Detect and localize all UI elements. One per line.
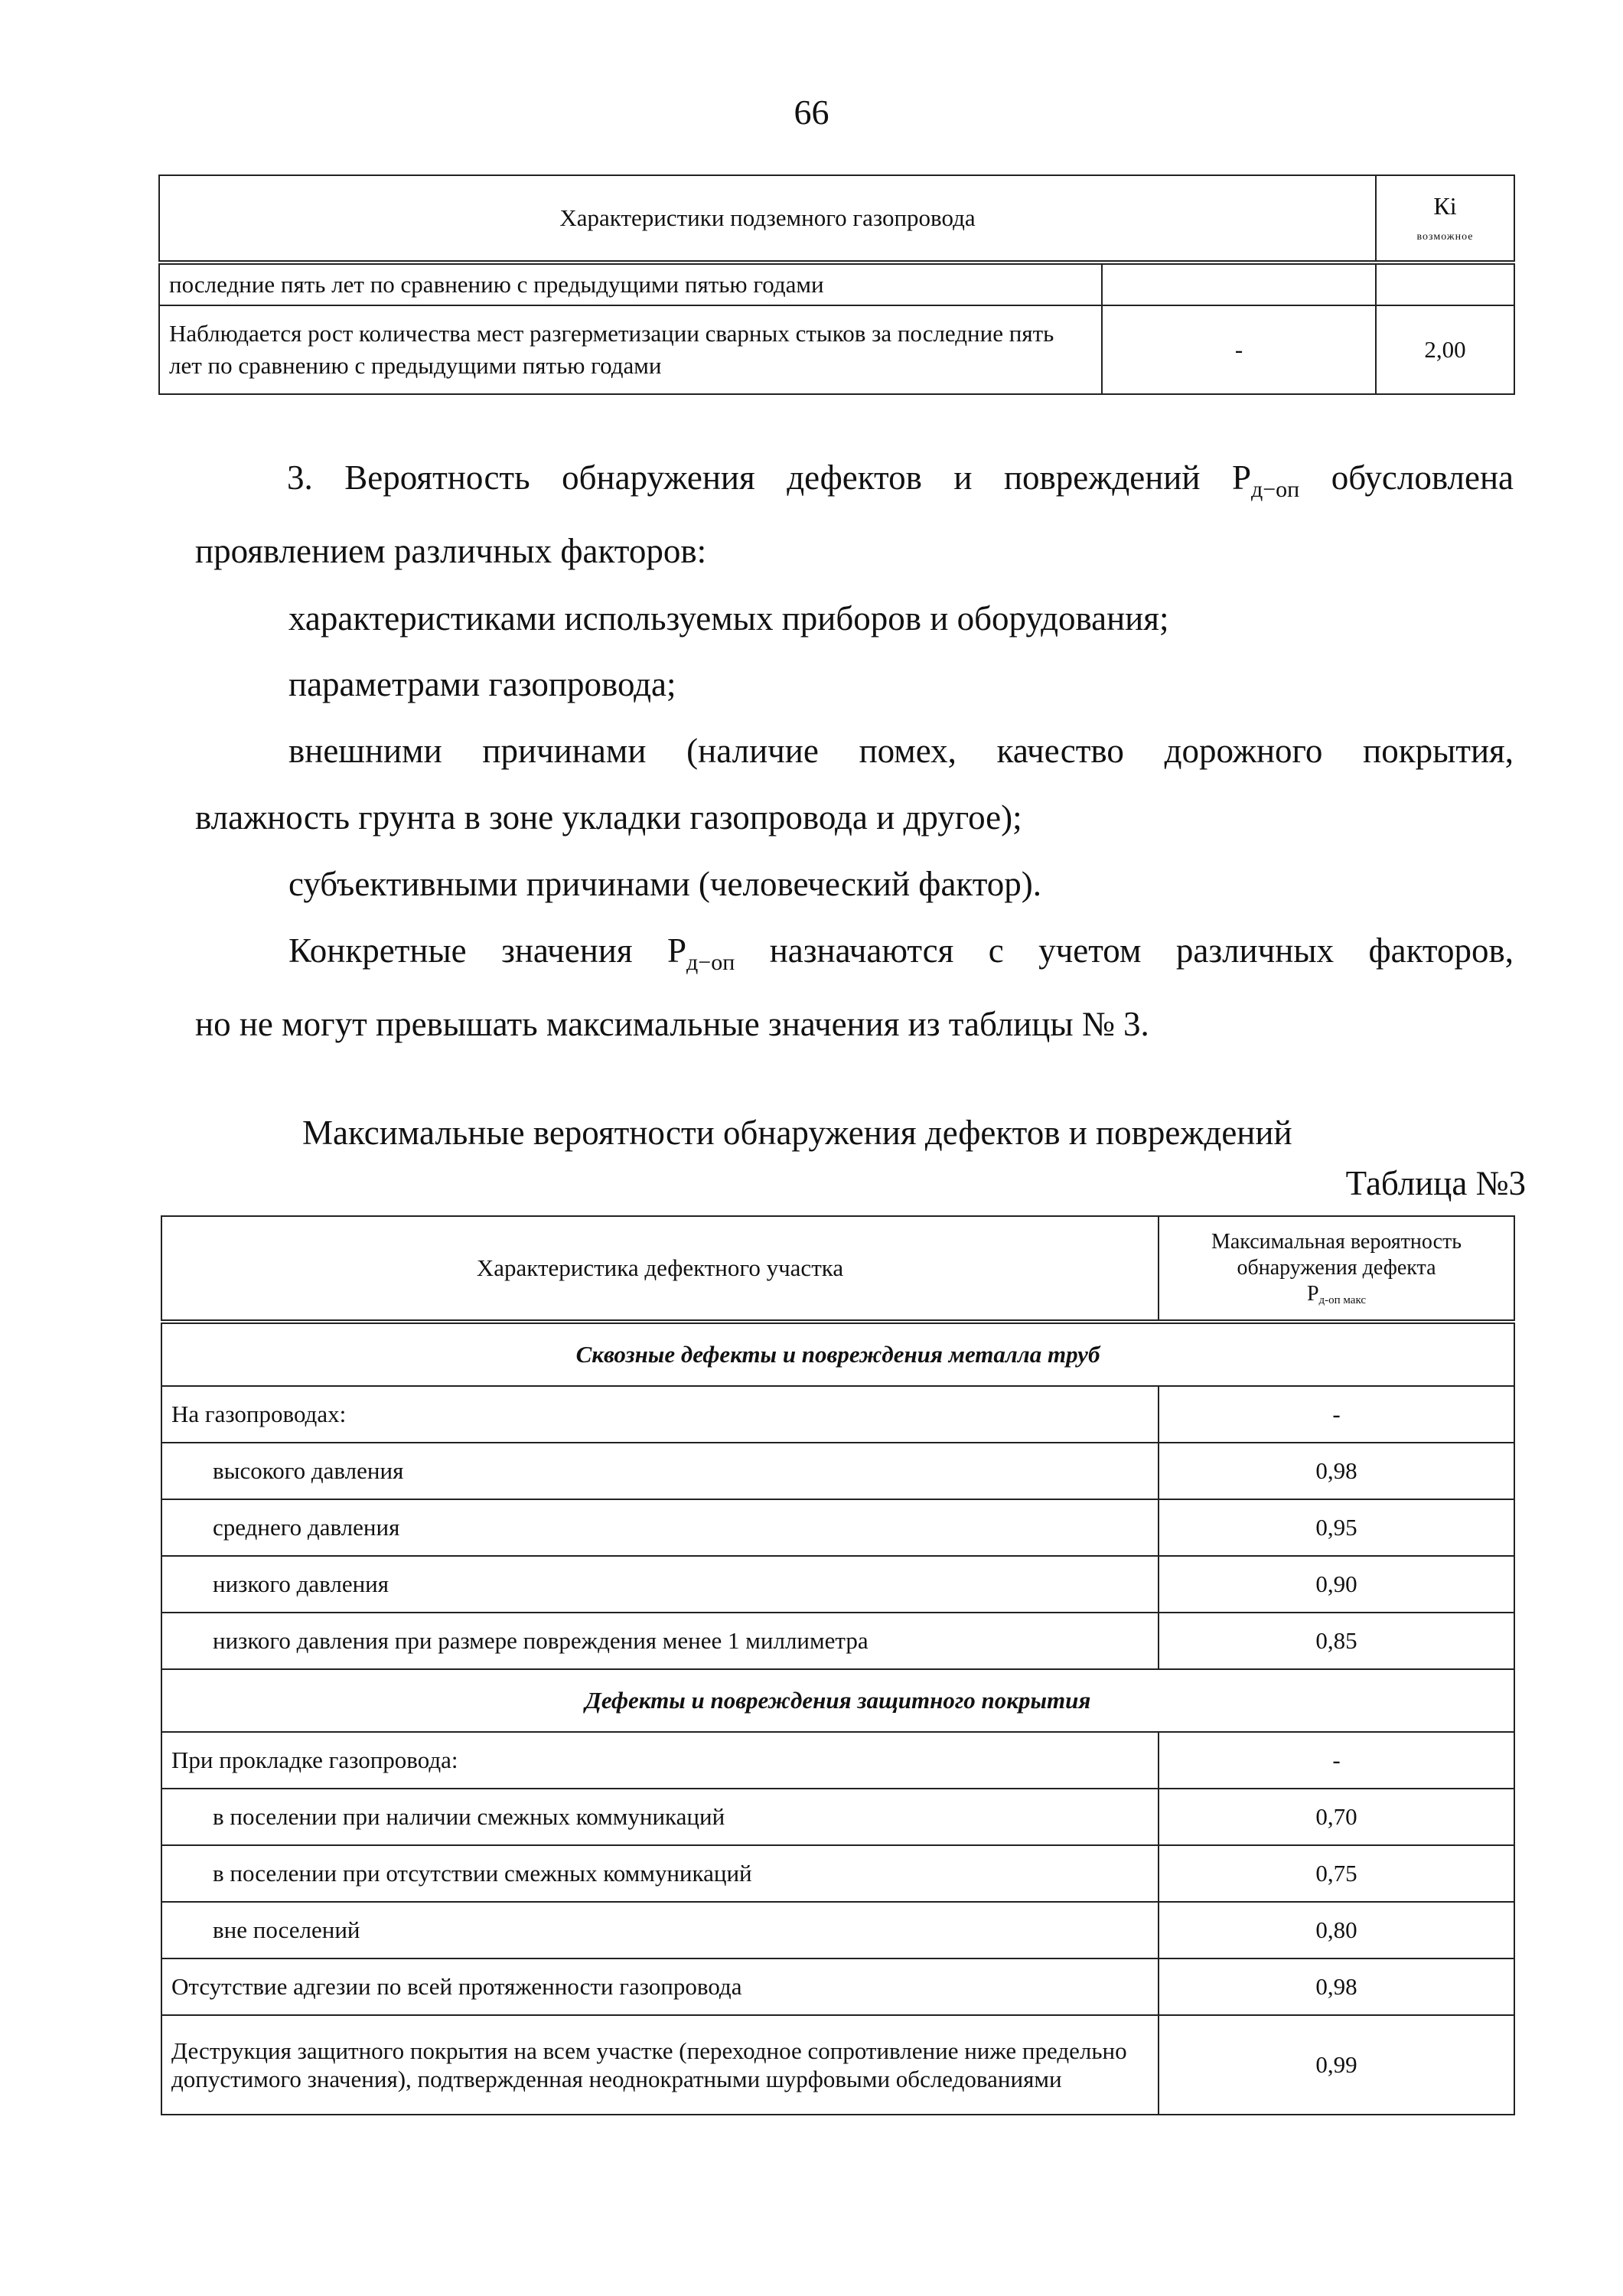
row-value: 0,80 bbox=[1159, 1902, 1514, 1958]
row-value: 0,95 bbox=[1159, 1499, 1514, 1556]
paragraph-4-line1: Конкретные значения $Р_{д-оп}$ назначаются с учетом различных факторов, bbox=[288, 931, 1514, 975]
row-value: 0,90 bbox=[1159, 1556, 1514, 1613]
header-max-probability: Максимальная вероятность обнаружения дефекта Рд-оп макс bbox=[1159, 1216, 1514, 1322]
top-table-header bbox=[159, 175, 1514, 263]
row-label: низкого давления при размере повреждения менее 1 миллиметра bbox=[161, 1613, 1159, 1669]
header-defect-characteristic: Характеристика дефектного участка bbox=[161, 1216, 1159, 1322]
row-value: - bbox=[1159, 1732, 1514, 1789]
paragraph-3-line1: 3. Вероятность обнаружения дефектов и повреждений $Р_{д-оп}$ обусловлена bbox=[287, 458, 1514, 502]
section-header: Дефекты и повреждения защитного покрытия bbox=[161, 1669, 1514, 1732]
table-title: Максимальные вероятности обнаружения дефектов и повреждений bbox=[302, 1114, 1292, 1152]
table-row bbox=[161, 1732, 1514, 1789]
row-label: в поселении при наличии смежных коммуникаций bbox=[161, 1789, 1159, 1845]
row-label: среднего давления bbox=[161, 1499, 1159, 1556]
p-symbol: Р bbox=[1306, 1281, 1319, 1306]
table-3 bbox=[161, 1215, 1515, 2115]
table-number: Таблица №3 bbox=[1345, 1164, 1526, 1202]
row-value: 0,98 bbox=[1159, 1443, 1514, 1499]
table-row bbox=[161, 1499, 1514, 1556]
k-subtitle: возможное bbox=[1416, 230, 1474, 243]
p-symbol: Р bbox=[667, 931, 687, 970]
table-row bbox=[161, 1958, 1514, 2015]
top-table bbox=[158, 174, 1515, 395]
list-item: внешними причинами (наличие помех, качество дорожного покрытия, bbox=[288, 732, 1514, 770]
p-subscript: д-оп макс bbox=[1318, 1293, 1367, 1306]
p-symbol: Р bbox=[1231, 458, 1251, 497]
row-value: 0,85 bbox=[1159, 1613, 1514, 1669]
paragraph-3-line2: проявлением различных факторов: bbox=[195, 532, 707, 570]
row-label: вне поселений bbox=[161, 1902, 1159, 1958]
row-value: 0,75 bbox=[1159, 1845, 1514, 1902]
row-label: высокого давления bbox=[161, 1443, 1159, 1499]
p-subscript: д−оп bbox=[686, 950, 735, 975]
table-row bbox=[161, 1443, 1514, 1499]
row-label: При прокладке газопровода: bbox=[161, 1732, 1159, 1789]
header-k-coefficient bbox=[1376, 175, 1514, 263]
table-row bbox=[159, 263, 1514, 305]
row-mid bbox=[1102, 263, 1376, 305]
table-3-header bbox=[161, 1216, 1514, 1322]
list-item: параметрами газопровода; bbox=[288, 665, 676, 703]
row-label: На газопроводах: bbox=[161, 1386, 1159, 1443]
list-item: субъективными причинами (человеческий фактор). bbox=[288, 865, 1042, 903]
header-characteristic: Характеристики подземного газопровода bbox=[159, 175, 1376, 263]
table-row bbox=[161, 1789, 1514, 1845]
table-row bbox=[159, 305, 1514, 394]
row-value: 0,98 bbox=[1159, 1958, 1514, 2015]
page-number: 66 bbox=[794, 93, 829, 132]
table-row bbox=[161, 1845, 1514, 1902]
table-row bbox=[161, 1386, 1514, 1443]
k-symbol: Кi bbox=[1433, 191, 1457, 220]
row-value: 0,99 bbox=[1159, 2015, 1514, 2115]
row-label: в поселении при отсутствии смежных коммуникаций bbox=[161, 1845, 1159, 1902]
table-row bbox=[161, 1613, 1514, 1669]
p-subscript: д−оп bbox=[1251, 477, 1300, 502]
row-text: Наблюдается рост количества мест разгерметизации сварных стыков за последние пять лет по сравнению с предыдущими пятью годами bbox=[159, 305, 1102, 394]
row-label: Отсутствие адгезии по всей протяженности газопровода bbox=[161, 1958, 1159, 2015]
table-row bbox=[161, 2015, 1514, 2115]
list-item-continuation: влажность грунта в зоне укладки газопровода и другое); bbox=[195, 798, 1022, 837]
row-mid: - bbox=[1102, 305, 1376, 394]
row-label: Деструкция защитного покрытия на всем участке (переходное сопротивление ниже предельно допустимого значения), подтвержденная неоднократными шурфовыми обследованиями bbox=[161, 2015, 1159, 2115]
section-header: Сквозные дефекты и повреждения металла труб bbox=[161, 1322, 1514, 1386]
row-value bbox=[1376, 263, 1514, 305]
table-row bbox=[161, 1902, 1514, 1958]
row-value: 0,70 bbox=[1159, 1789, 1514, 1845]
list-item: характеристиками используемых приборов и оборудования; bbox=[288, 599, 1169, 638]
paragraph-4-line2: но не могут превышать максимальные значения из таблицы № 3. bbox=[195, 1005, 1149, 1043]
table-row bbox=[161, 1556, 1514, 1613]
row-text: последние пять лет по сравнению с предыдущими пятью годами bbox=[159, 263, 1102, 305]
row-value: - bbox=[1159, 1386, 1514, 1443]
row-label: низкого давления bbox=[161, 1556, 1159, 1613]
row-value: 2,00 bbox=[1376, 305, 1514, 394]
